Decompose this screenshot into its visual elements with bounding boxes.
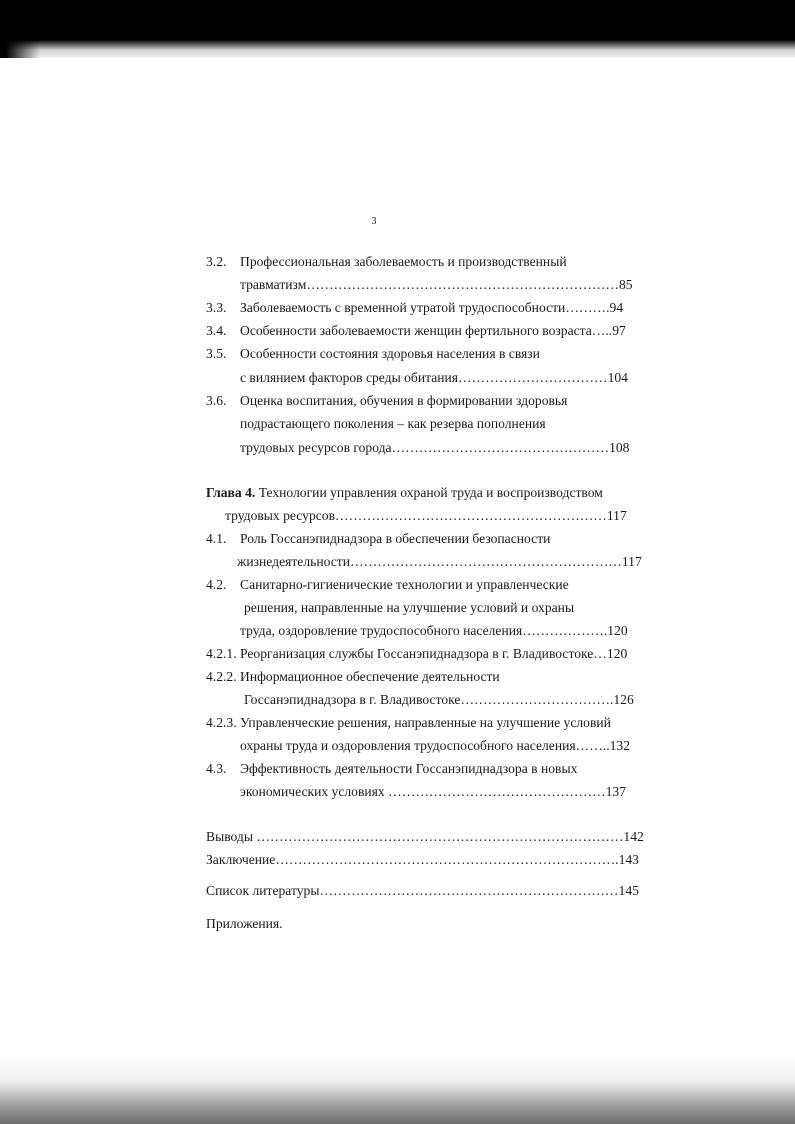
toc-entry-3-2-num: 3.2. <box>206 254 227 269</box>
toc-entry-4-1-num: 4.1. <box>206 531 227 546</box>
leader-dots: ………………. <box>522 623 608 638</box>
toc-entry-conclusions-title: Выводы <box>206 829 253 844</box>
toc-entry-4-2-2-num: 4.2.2. <box>206 669 237 684</box>
toc-entry-4-2-2-line <box>244 688 634 711</box>
toc-entry-conclusions-page: 142 <box>623 829 644 844</box>
toc-entry-4-2-1-page: 120 <box>606 646 628 661</box>
toc-entry-4-2-title: Санитарно-гигиенические технологии и управленческие <box>240 577 569 592</box>
toc-entry-3-3-num: 3.3. <box>206 300 227 315</box>
toc-entry-3-2-line <box>240 273 633 296</box>
toc-entry-3-6-page: 108 <box>609 440 630 455</box>
leader-dots: …………………………………………………………………. <box>275 852 619 867</box>
toc-entry-3-4-page: 97 <box>612 323 626 338</box>
toc-entry-4-2-3-title-cont: охраны труда и оздоровления трудоспособного населения <box>240 738 576 753</box>
toc-entry-3-2-title: Профессиональная заболеваемость и производственный <box>240 254 567 269</box>
page-number: 3 <box>371 216 377 227</box>
toc-entry-4-2-1-title: Реорганизация службы Госсанэпиднадзора в г. Владивостоке <box>240 646 594 661</box>
toc-entry-4-1-page: 117 <box>621 554 642 569</box>
toc-entry-4-3-title: Эффективность деятельности Госсанэпиднадзора в новых <box>240 761 578 776</box>
toc-entry-4-2-num: 4.2. <box>206 577 227 592</box>
toc-entry-3-5-num: 3.5. <box>206 346 227 361</box>
toc-entry-4-2-3-title: Управленческие решения, направленные на улучшение условий <box>240 715 611 730</box>
toc-entry-references-title: Список литературы <box>206 883 320 898</box>
toc-entry-appendices: Приложения. <box>206 916 283 931</box>
toc-entry-3-6-line <box>240 436 629 459</box>
chapter-4-title: Технологии управления охраной труда и воспроизводством <box>258 485 603 500</box>
leader-dots: ………………………………………………………… <box>319 883 619 898</box>
toc-entry-3-5-title-cont: с вилянием факторов среды обитания <box>240 370 459 385</box>
toc-entry-conclusions <box>206 825 644 848</box>
leader-dots: …….. <box>575 738 610 753</box>
chapter-4-page: 117 <box>606 508 627 523</box>
toc-entry-3-2-page: 85 <box>618 277 633 292</box>
toc-entry-3-6-title-end: трудовых ресурсов города <box>240 440 392 455</box>
toc-entry-4-2-2-title-cont: Госсанэпиднадзора в г. Владивостоке <box>244 692 461 707</box>
leader-dots: ………………………………………… <box>391 440 610 455</box>
toc-entry-4-2-line <box>240 619 628 642</box>
toc-entry-4-3-num: 4.3. <box>206 761 227 776</box>
toc-entry-4-1-title: Роль Госсанэпиднадзора в обеспечении безопасности <box>240 531 551 546</box>
toc-entry-3-5-line <box>240 366 628 389</box>
toc-entry-4-3-title-cont: экономических условиях <box>240 784 385 799</box>
toc-entry-4-2-title-cont: решения, направленные на улучшение условий и охраны <box>244 600 575 615</box>
leader-dots: …………………………………………………… <box>335 508 607 523</box>
leader-dots: …………………………… <box>458 370 608 385</box>
toc-entry-references <box>206 879 639 902</box>
leader-dots: ………. <box>565 300 610 315</box>
toc-entry-3-5-title: Особенности состояния здоровья населения в связи <box>240 346 540 361</box>
toc-entry-4-2-3-page: 132 <box>609 738 631 753</box>
toc-entry-4-2-title-end: труда, оздоровление трудоспособного населения <box>240 623 523 638</box>
chapter-4-line <box>225 504 627 527</box>
toc-entry-4-3-page: 137 <box>605 784 627 799</box>
toc-entry-references-page: 145 <box>618 883 639 898</box>
toc-entry-3-6-num: 3.6. <box>206 393 227 408</box>
toc-entry-4-2-page: 120 <box>607 623 628 638</box>
toc-entry-4-2-2-page: 126 <box>613 692 634 707</box>
toc-entry-3-5-page: 104 <box>607 370 628 385</box>
toc-entry-3-4-title: Особенности заболеваемости женщин фертильного возраста <box>240 323 592 338</box>
toc-entry-4-2-3-line <box>240 734 630 757</box>
toc-entry-4-2-3-num: 4.2.3. <box>206 715 237 730</box>
leader-dots: ……………………………………………………………………… <box>256 829 624 844</box>
toc-entry-summary-page: 143 <box>618 852 639 867</box>
toc-entry-3-2-title-cont: травматизм <box>240 277 307 292</box>
chapter-4-heading <box>206 481 603 504</box>
leader-dots: ……………………………. <box>460 692 614 707</box>
leader-dots: …………………………………………………………… <box>306 277 619 292</box>
toc-entry-summary-title: Заключение <box>206 852 276 867</box>
toc-entry-3-3-line <box>240 296 623 319</box>
leader-dots: ………………………………………… <box>388 784 606 799</box>
toc-entry-4-2-1-line <box>206 642 627 665</box>
toc-entry-4-2-3-head <box>206 711 611 734</box>
toc-entry-4-2-2-head <box>206 665 500 688</box>
toc-entry-4-3-line <box>240 780 626 803</box>
toc-entry-3-6-title-cont: подрастающего поколения – как резерва пополнения <box>240 416 546 431</box>
toc-entry-4-1-line <box>237 550 642 573</box>
toc-entry-4-2-2-title: Информационное обеспечение деятельности <box>240 669 500 684</box>
chapter-4-title-cont: трудовых ресурсов <box>225 508 335 523</box>
leader-dots: … <box>593 646 607 661</box>
toc-entry-4-2-1-num: 4.2.1. <box>206 646 237 661</box>
toc-entry-3-3-page: 94 <box>609 300 624 315</box>
chapter-4-label: Глава 4. <box>206 485 256 500</box>
toc-entry-3-4-num: 3.4. <box>206 323 227 338</box>
toc-entry-3-6-title: Оценка воспитания, обучения в формировании здоровья <box>240 393 568 408</box>
toc-entry-3-3-title: Заболеваемость с временной утратой трудоспособности <box>240 300 566 315</box>
toc-entry-summary <box>206 848 639 871</box>
toc-entry-4-1-title-cont: жизнедеятельности <box>237 554 350 569</box>
leader-dots: ….. <box>591 323 613 338</box>
leader-dots: …………………………………………………… <box>350 554 622 569</box>
toc-entry-3-4-line <box>240 319 626 342</box>
